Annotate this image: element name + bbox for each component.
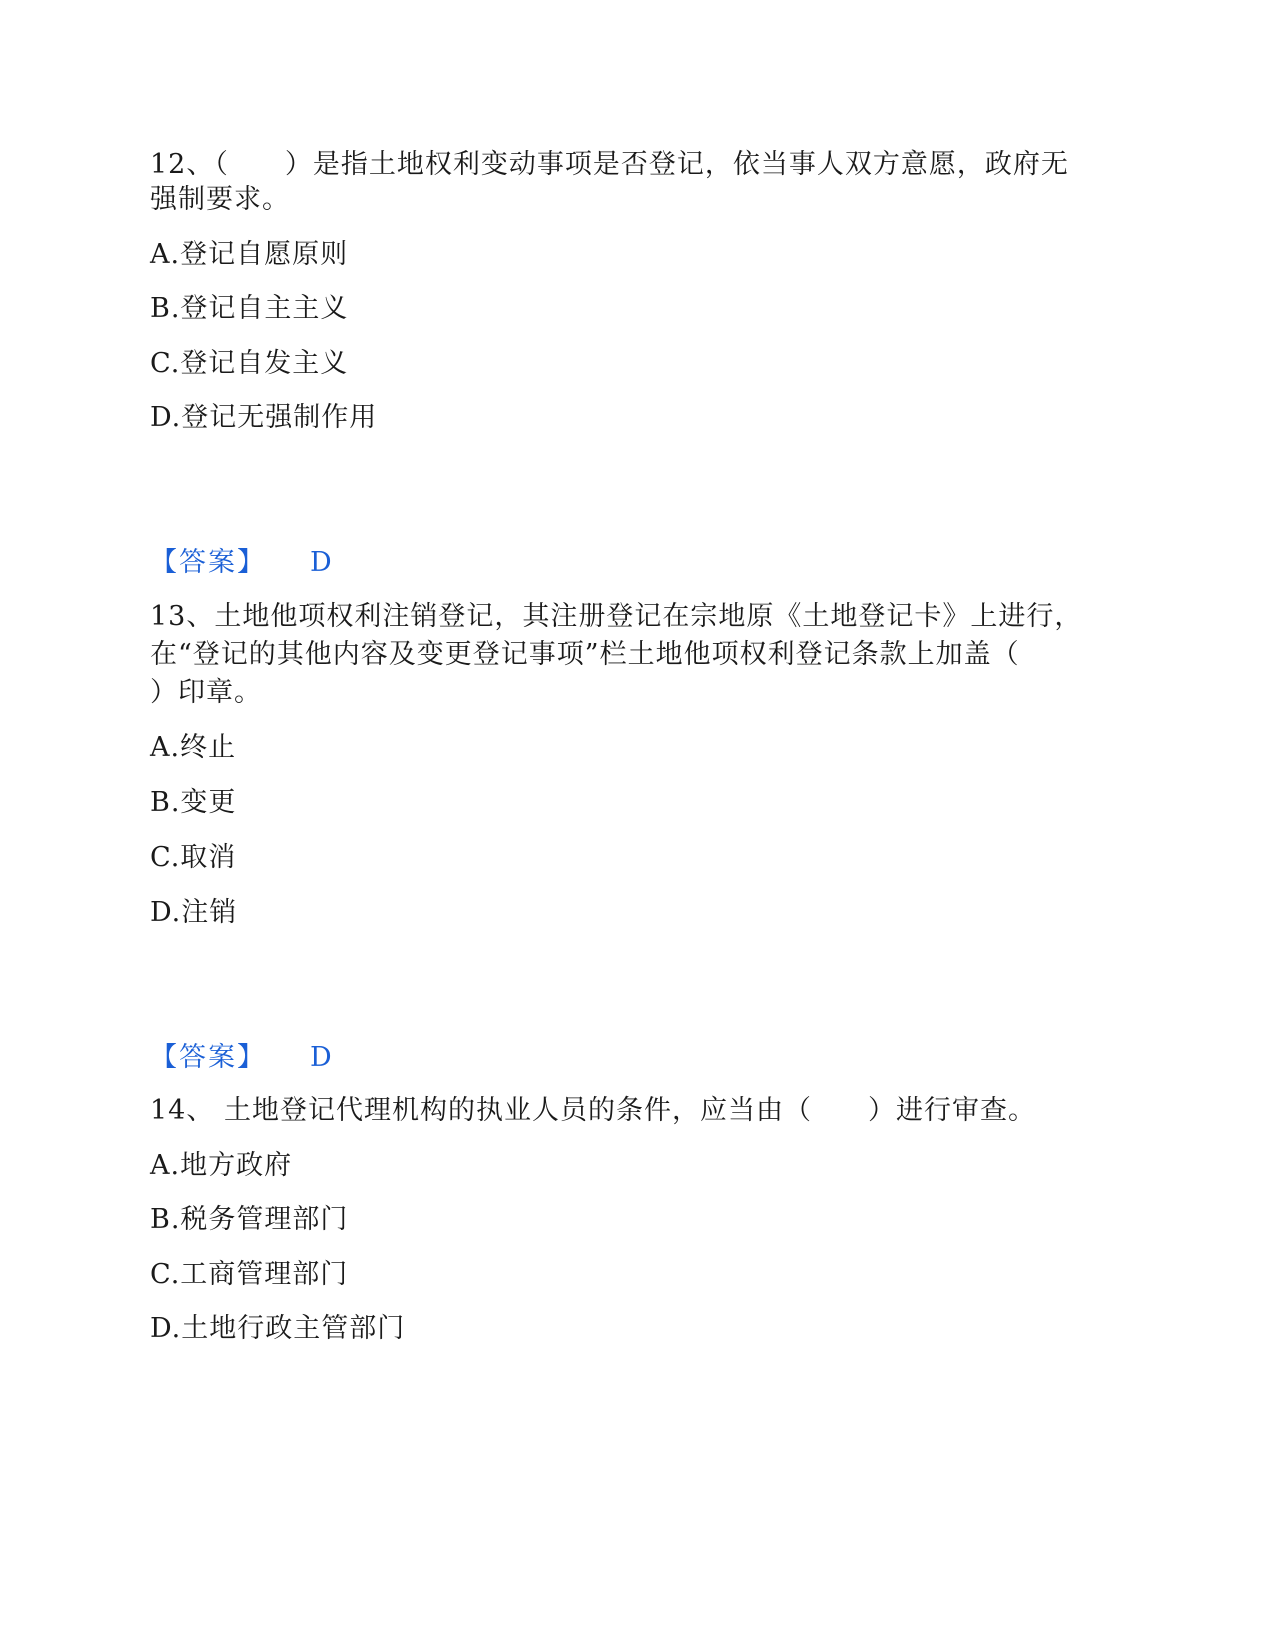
question-13-line-2: 在“登记的其他内容及变更登记事项”栏土地他项权利登记条款上加盖（: [150, 639, 1020, 670]
answer-value: D: [310, 1042, 332, 1073]
question-12-option-b: B.登记自主主义: [150, 293, 349, 324]
question-14-option-d: D.土地行政主管部门: [150, 1313, 406, 1344]
question-14-option-b: B.税务管理部门: [150, 1204, 349, 1235]
question-13-line-3: ）印章。: [150, 677, 262, 708]
question-14-option-a: A.地方政府: [150, 1150, 293, 1181]
question-13-option-a: A.终止: [150, 732, 237, 763]
question-12-line-2: 强制要求。: [150, 184, 290, 215]
answer-12: [150, 544, 332, 582]
question-12-line-1: 12、（ ）是指土地权利变动事项是否登记，依当事人双方意愿，政府无: [150, 149, 1069, 180]
question-12-option-d: D.登记无强制作用: [150, 402, 378, 433]
answer-label: 【答案】: [150, 547, 266, 578]
answer-label: 【答案】: [150, 1042, 266, 1073]
question-12-option-c: C.登记自发主义: [150, 348, 349, 379]
question-13-line-1: 13、土地他项权利注销登记，其注册登记在宗地原《土地登记卡》上进行，: [150, 601, 1083, 632]
answer-13: [150, 1039, 332, 1077]
question-13-option-c: C.取消: [150, 842, 237, 873]
question-14-option-c: C.工商管理部门: [150, 1259, 349, 1290]
question-14-line-1: 14、 土地登记代理机构的执业人员的条件，应当由（ ）进行审查。: [150, 1095, 1036, 1126]
question-13-option-d: D.注销: [150, 897, 238, 928]
question-12-option-a: A.登记自愿原则: [150, 239, 349, 270]
question-13-option-b: B.变更: [150, 787, 237, 818]
answer-value: D: [310, 547, 332, 578]
